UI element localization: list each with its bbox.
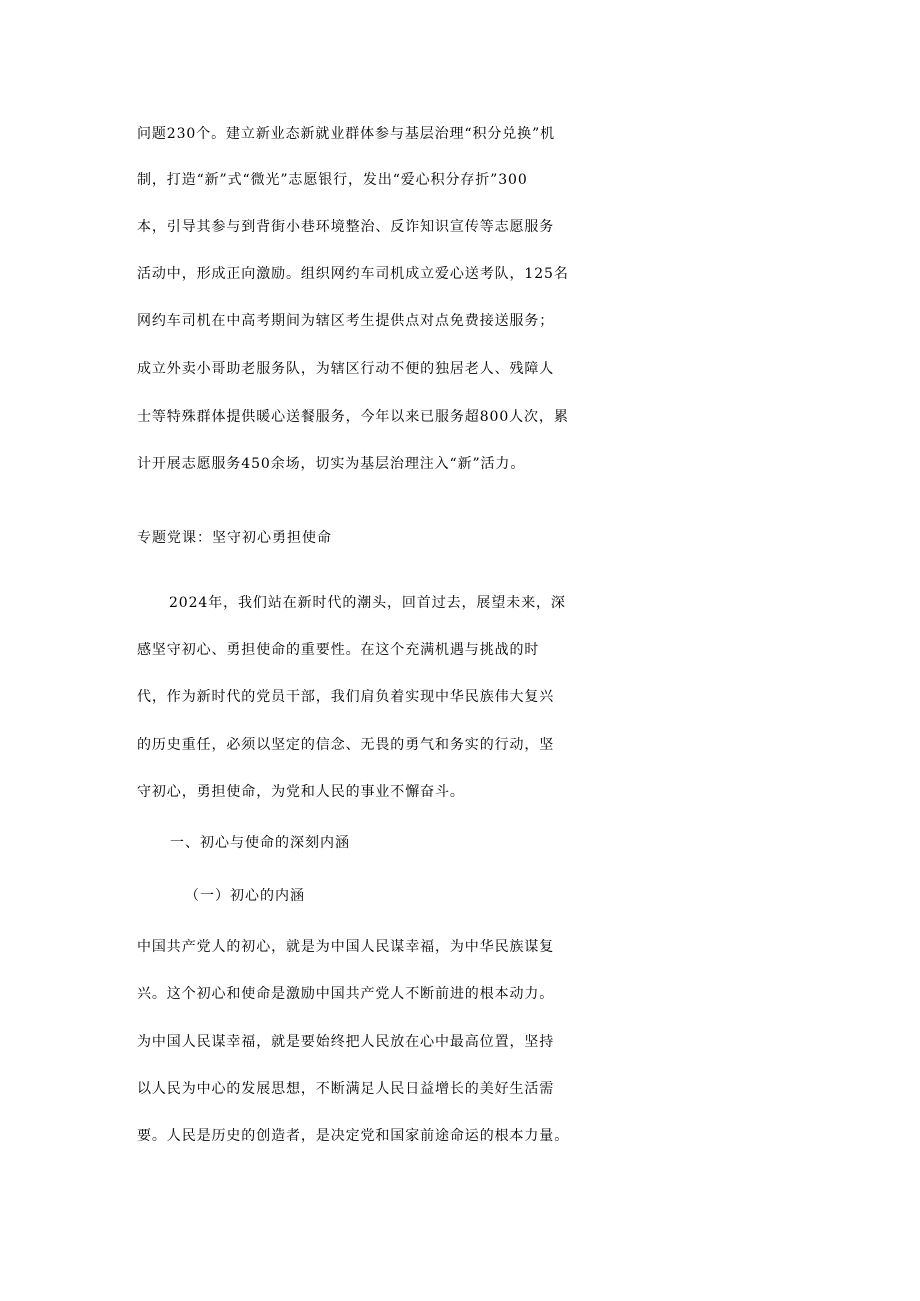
paragraph-line: 成立外卖小哥助老服务队，为辖区行动不便的独居老人、残障人 <box>137 361 555 377</box>
paragraph-line: 本，引导其参与到背街小巷环境整治、反诈知识宣传等志愿服务 <box>137 219 555 235</box>
paragraph-line: 中国共产党人的初心，就是为中国人民谋幸福，为中华民族谋复 <box>137 939 555 955</box>
paragraph-line: 兴。这个初心和使命是激励中国共产党人不断前进的根本动力。 <box>137 986 555 1002</box>
paragraph-line: 2024年，我们站在新时代的潮头，回首过去，展望未来，深 <box>169 595 566 611</box>
paragraph-line: 的历史重任，必须以坚定的信念、无畏的勇气和务实的行动，坚 <box>137 737 555 753</box>
paragraph-line: 代，作为新时代的党员干部，我们肩负着实现中华民族伟大复兴 <box>137 689 555 705</box>
paragraph-line: 感坚守初心、勇担使命的重要性。在这个充满机遇与挑战的时 <box>137 642 540 658</box>
paragraph-line: 网约车司机在中高考期间为辖区考生提供点对点免费接送服务； <box>137 313 555 329</box>
paragraph-line: 为中国人民谋幸福，就是要始终把人民放在心中最高位置，坚持 <box>137 1034 555 1050</box>
subsection-heading: （一）初心的内涵 <box>185 888 305 904</box>
paragraph-line: 问题230个。建立新业态新就业群体参与基层治理“积分兑换”机 <box>137 126 556 142</box>
paragraph-line: 以人民为中心的发展思想，不断满足人民日益增长的美好生活需 <box>137 1081 555 1097</box>
paragraph-line: 士等特殊群体提供暖心送餐服务，今年以来已服务超800人次，累 <box>137 409 569 425</box>
paragraph-line: 活动中，形成正向激励。组织网约车司机成立爱心送考队，125名 <box>137 266 569 282</box>
document-title: 专题党课：坚守初心勇担使命 <box>137 530 332 546</box>
section-heading: 一、初心与使命的深刻内涵 <box>170 835 350 851</box>
paragraph-line: 制，打造“新”式“微光”志愿银行，发出“爱心积分存折”300 <box>137 172 528 188</box>
paragraph-line: 守初心，勇担使命，为党和人民的事业不懈奋斗。 <box>137 784 465 800</box>
paragraph-line: 要。人民是历史的创造者，是决定党和国家前途命运的根本力量。 <box>137 1128 570 1144</box>
paragraph-line: 计开展志愿服务450余场，切实为基层治理注入“新”活力。 <box>137 456 526 472</box>
